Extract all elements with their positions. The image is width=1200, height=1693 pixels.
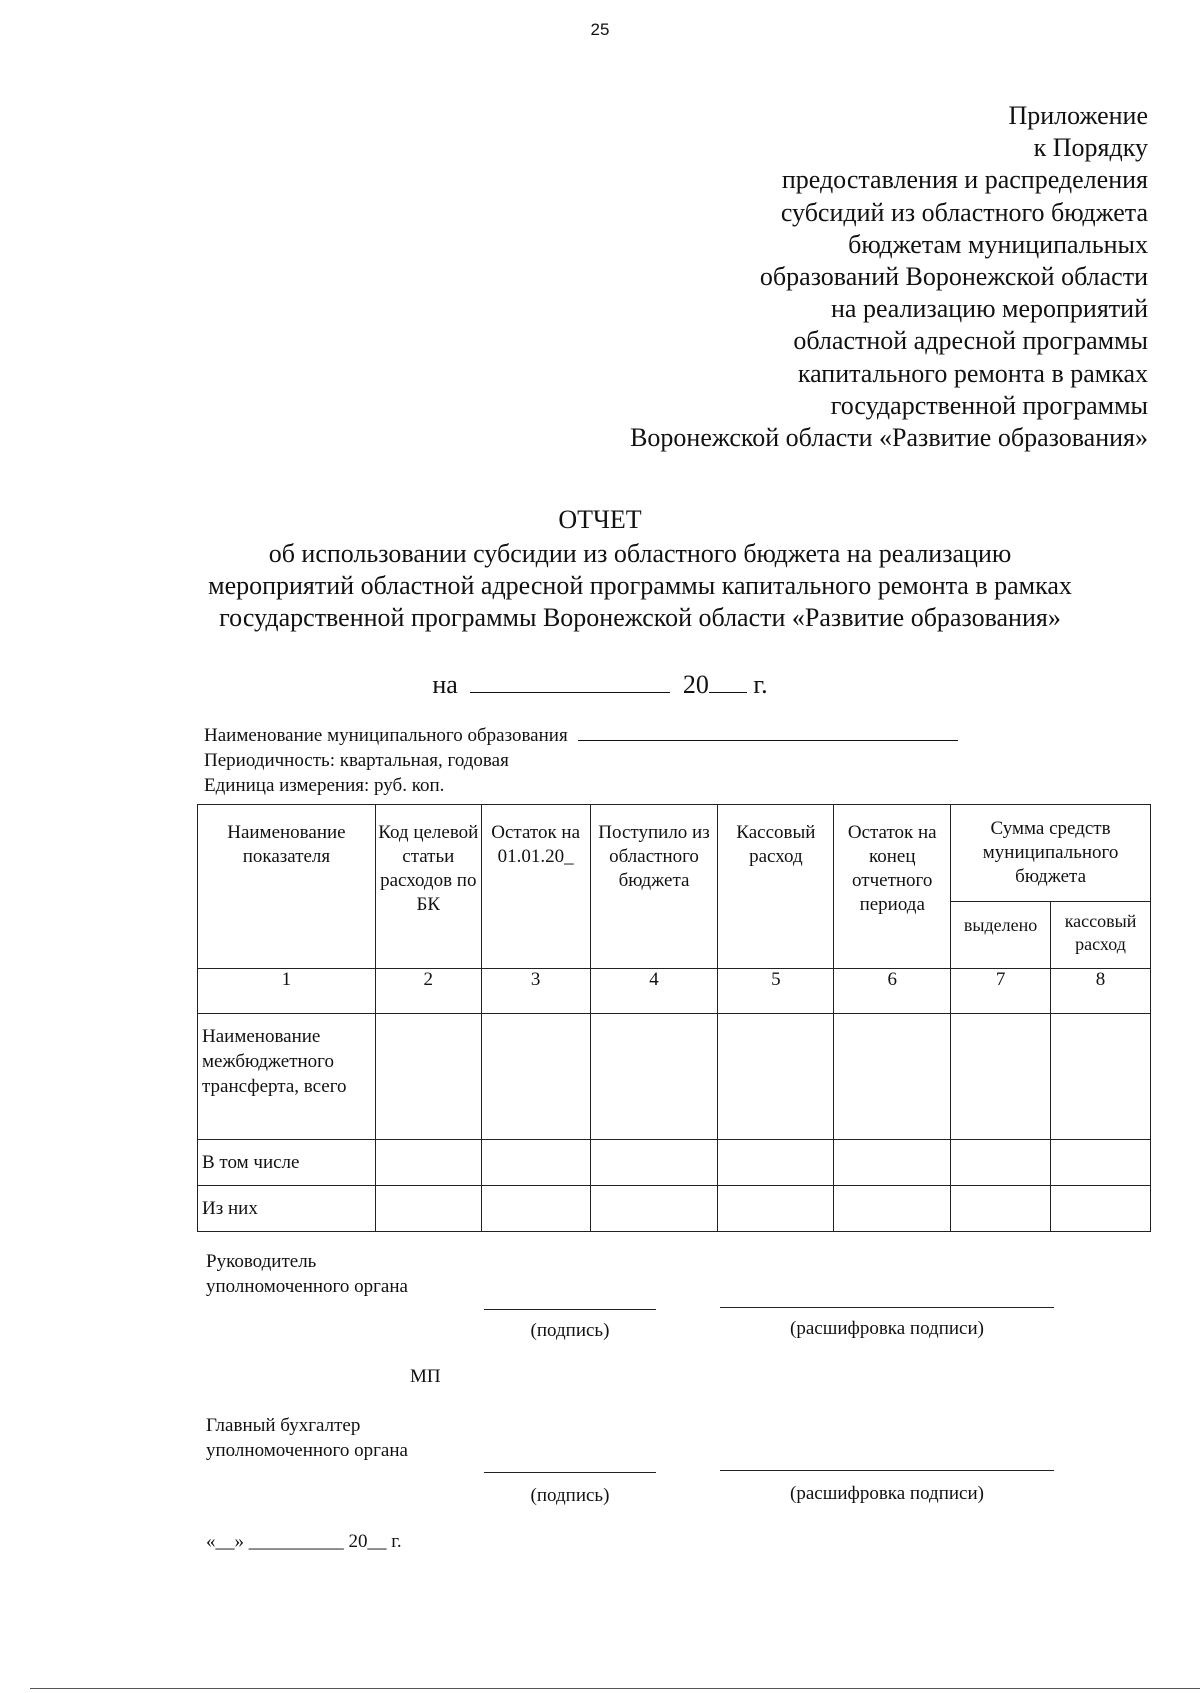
table-cell[interactable] bbox=[481, 1186, 590, 1232]
table-cell[interactable] bbox=[718, 1014, 834, 1140]
municipality-line bbox=[204, 723, 958, 748]
accountant-decoding-line[interactable] bbox=[720, 1470, 1054, 1471]
unit: Единица измерения: руб. коп. bbox=[204, 775, 445, 796]
head-decoding-caption: (расшифровка подписи) bbox=[790, 1318, 984, 1339]
table-cell[interactable] bbox=[951, 1186, 1051, 1232]
appendix-line: предоставления и распределения bbox=[781, 165, 1148, 195]
page-number: 25 bbox=[590, 20, 610, 39]
appendix-line: субсидий из областного бюджета bbox=[780, 197, 1148, 227]
row-label-of-which: Из них bbox=[198, 1186, 376, 1232]
periodicity: Периодичность: квартальная, годовая bbox=[204, 750, 509, 771]
date-blank[interactable] bbox=[470, 672, 670, 693]
head-decoding-line[interactable] bbox=[720, 1307, 1054, 1308]
column-number: 6 bbox=[834, 969, 951, 1014]
table-cell[interactable] bbox=[375, 1014, 481, 1140]
column-number: 3 bbox=[481, 969, 590, 1014]
table-cell[interactable] bbox=[375, 1140, 481, 1186]
header-balance-start: Остаток на 01.01.20_ bbox=[481, 805, 590, 969]
stamp-place: МП bbox=[410, 1366, 441, 1387]
appendix-header bbox=[630, 100, 1148, 454]
table-row bbox=[198, 1140, 1151, 1186]
year-blank[interactable] bbox=[709, 672, 747, 693]
appendix-line: к Порядку bbox=[1033, 133, 1148, 163]
table-cell[interactable] bbox=[481, 1140, 590, 1186]
column-number: 8 bbox=[1051, 969, 1151, 1014]
appendix-line: капитального ремонта в рамках bbox=[797, 358, 1148, 388]
appendix-line: на реализацию мероприятий bbox=[830, 294, 1148, 324]
table-cell[interactable] bbox=[481, 1014, 590, 1140]
table-cell[interactable] bbox=[590, 1140, 718, 1186]
table-cell[interactable] bbox=[590, 1014, 718, 1140]
table-cell[interactable] bbox=[951, 1140, 1051, 1186]
table-cell[interactable] bbox=[951, 1014, 1051, 1140]
column-number: 1 bbox=[198, 969, 376, 1014]
table-cell[interactable] bbox=[1051, 1140, 1151, 1186]
report-title: ОТЧЕТ bbox=[558, 505, 642, 534]
table-cell[interactable] bbox=[834, 1186, 951, 1232]
head-label: Руководитель уполномоченного органа bbox=[206, 1251, 408, 1297]
appendix-line: Воронежской области «Развитие образования» bbox=[630, 423, 1148, 453]
report-subtitle: об использовании субсидии из областного бюджета на реализацию мероприятий областной адресной программы капитального ремонта в рамках государственной программы Воронежской области «Развитие образования» bbox=[208, 539, 1072, 632]
header-indicator: Наименование показателя bbox=[198, 805, 376, 969]
column-number: 5 bbox=[718, 969, 834, 1014]
report-date-year: 20 bbox=[682, 670, 709, 699]
column-number: 7 bbox=[951, 969, 1051, 1014]
appendix-line: областной адресной программы bbox=[793, 326, 1148, 356]
appendix-line: бюджетам муниципальных bbox=[848, 229, 1148, 259]
municipality-blank[interactable] bbox=[578, 724, 958, 741]
signature-date-line[interactable]: «__» __________ 20__ г. bbox=[206, 1531, 402, 1552]
accountant-label: Главный бухгалтер уполномоченного органа bbox=[206, 1415, 408, 1461]
column-number: 4 bbox=[590, 969, 718, 1014]
table-cell[interactable] bbox=[834, 1140, 951, 1186]
appendix-line: Приложение bbox=[1008, 101, 1148, 130]
table-cell[interactable] bbox=[1051, 1014, 1151, 1140]
report-date-line bbox=[0, 670, 1200, 700]
table-row bbox=[198, 1186, 1151, 1232]
header-balance-end: Остаток на конец отчетного периода bbox=[834, 805, 951, 969]
table-cell[interactable] bbox=[718, 1140, 834, 1186]
table-row bbox=[198, 1014, 1151, 1140]
table-cell[interactable] bbox=[375, 1186, 481, 1232]
report-date-suffix: г. bbox=[753, 670, 768, 699]
head-signature-caption: (подпись) bbox=[530, 1320, 610, 1341]
header-code: Код целевой статьи расходов по БК bbox=[375, 805, 481, 969]
row-label-including: В том числе bbox=[198, 1140, 376, 1186]
table-cell[interactable] bbox=[718, 1186, 834, 1232]
table-cell[interactable] bbox=[1051, 1186, 1151, 1232]
municipality-label: Наименование муниципального образования bbox=[204, 725, 568, 746]
report-date-prefix: на bbox=[432, 670, 458, 699]
row-label-transfer-total: Наименование межбюджетного трансферта, всего bbox=[198, 1014, 376, 1140]
appendix-line: государственной программы bbox=[830, 390, 1148, 420]
head-signature-line[interactable] bbox=[484, 1309, 656, 1310]
report-meta bbox=[204, 723, 958, 798]
accountant-decoding-caption: (расшифровка подписи) bbox=[790, 1483, 984, 1504]
header-cash-expense: Кассовый расход bbox=[718, 805, 834, 969]
header-municipal-cash-expense: кассовый расход bbox=[1051, 902, 1151, 969]
appendix-line: образований Воронежской области bbox=[759, 262, 1148, 292]
table-cell[interactable] bbox=[590, 1186, 718, 1232]
header-allocated: выделено bbox=[951, 902, 1051, 969]
report-table bbox=[197, 804, 1151, 1232]
scan-edge-line bbox=[30, 1688, 1200, 1689]
header-municipal-funds: Сумма средств муниципального бюджета bbox=[951, 805, 1151, 902]
accountant-signature-caption: (подпись) bbox=[530, 1485, 610, 1506]
column-number-row bbox=[198, 969, 1151, 1014]
table-cell[interactable] bbox=[834, 1014, 951, 1140]
column-number: 2 bbox=[375, 969, 481, 1014]
header-received: Поступило из областного бюджета bbox=[590, 805, 718, 969]
accountant-signature-line[interactable] bbox=[484, 1472, 656, 1473]
